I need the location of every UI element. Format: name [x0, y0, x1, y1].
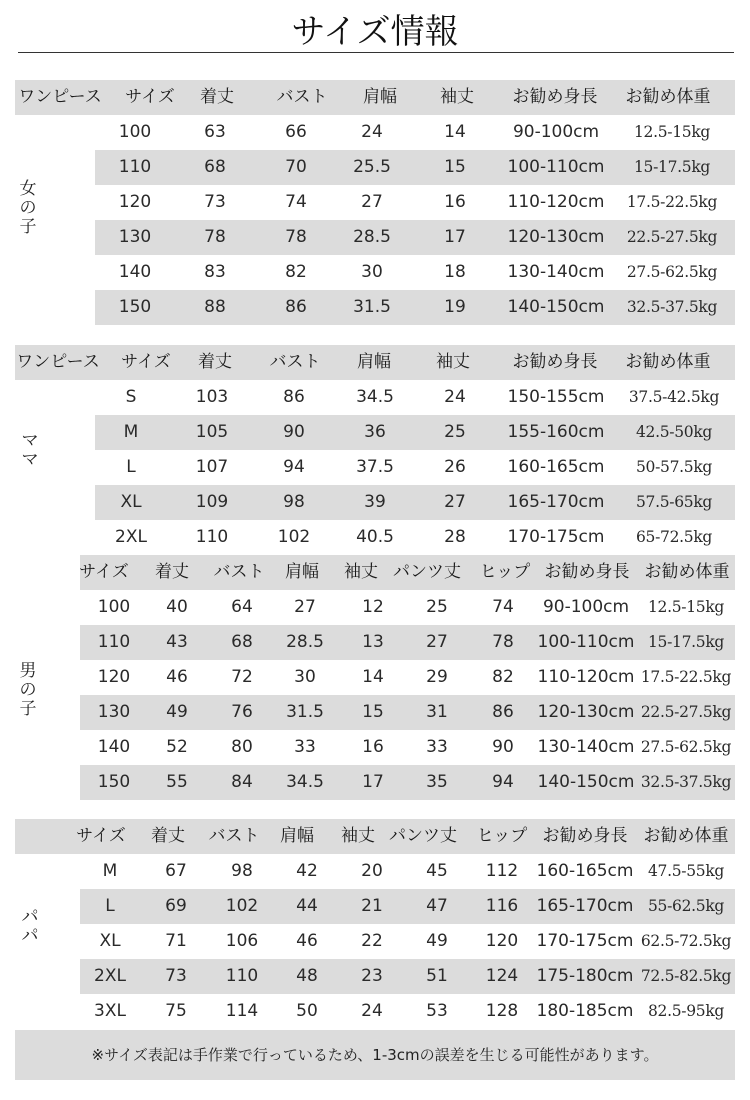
table-cell: L — [105, 896, 115, 916]
table-cell: 74 — [285, 192, 307, 212]
column-header: パンツ丈 — [389, 826, 457, 846]
table-cell: 120 — [485, 931, 519, 951]
girls-group-label: 女の子 — [19, 179, 37, 237]
table-row — [80, 730, 735, 765]
table-cell: 110-120cm — [507, 192, 605, 212]
table-cell: 34.5 — [286, 772, 324, 792]
table-cell: 78 — [285, 227, 307, 247]
table-cell: 62.5-72.5kg — [640, 932, 732, 950]
table-cell: 44 — [296, 896, 318, 916]
column-header: お勧め体重 — [625, 87, 711, 107]
table-cell: 86 — [285, 297, 307, 317]
table-cell: 128 — [485, 1001, 519, 1021]
table-cell: 83 — [204, 262, 226, 282]
table-cell: 100 — [97, 597, 131, 617]
table-cell: 31.5 — [286, 702, 324, 722]
table-row — [80, 994, 735, 1029]
table-cell: M — [102, 861, 118, 881]
table-cell: 50-57.5kg — [635, 458, 713, 476]
table-row — [95, 255, 735, 290]
table-cell: 100-110cm — [507, 157, 605, 177]
table-row — [95, 220, 735, 255]
table-row — [80, 924, 735, 959]
table-cell: 32.5-37.5kg — [640, 773, 732, 791]
boys-group-label: 男の子 — [19, 661, 37, 719]
table-row — [95, 485, 735, 520]
table-cell: 150 — [97, 772, 131, 792]
table-cell: 15-17.5kg — [633, 158, 711, 176]
column-header: 袖丈 — [344, 562, 378, 582]
table-row — [80, 959, 735, 994]
table-cell: XL — [120, 492, 142, 512]
table-cell: 150 — [118, 297, 152, 317]
table-cell: 98 — [231, 861, 253, 881]
table-cell: 82 — [492, 667, 514, 687]
column-header: サイズ — [121, 352, 171, 372]
table-cell: 175-180cm — [536, 966, 634, 986]
table-cell: 67 — [165, 861, 187, 881]
table-cell: 27.5-62.5kg — [626, 263, 718, 281]
column-header: サイズ — [79, 562, 129, 582]
table-cell: 33 — [426, 737, 448, 757]
table-cell: 29 — [426, 667, 448, 687]
table-cell: 71 — [165, 931, 187, 951]
table-cell: L — [126, 457, 136, 477]
table-cell: 42 — [296, 861, 318, 881]
table-cell: 17 — [444, 227, 466, 247]
column-header: 着丈 — [200, 87, 234, 107]
table-cell: 82 — [285, 262, 307, 282]
table-cell: 86 — [492, 702, 514, 722]
table-cell: 66 — [285, 122, 307, 142]
table-cell: 15-17.5kg — [647, 633, 725, 651]
papa-size-table — [0, 819, 750, 1029]
table-cell: 3XL — [94, 1001, 126, 1021]
table-cell: 80 — [231, 737, 253, 757]
table-cell: 72 — [231, 667, 253, 687]
table-cell: 45 — [426, 861, 448, 881]
boys-size-table — [0, 555, 750, 800]
title-divider — [18, 52, 734, 53]
table-cell: 140 — [118, 262, 152, 282]
table-cell: 30 — [294, 667, 316, 687]
column-header: ヒップ — [476, 826, 528, 846]
table-cell: 27.5-62.5kg — [640, 738, 732, 756]
table-cell: 120-130cm — [507, 227, 605, 247]
column-header: 袖丈 — [341, 826, 375, 846]
table-cell: 160-165cm — [536, 861, 634, 881]
column-header: バスト — [208, 826, 260, 846]
table-cell: 165-170cm — [536, 896, 634, 916]
table-cell: 150-155cm — [507, 387, 605, 407]
table-cell: 40.5 — [356, 527, 394, 547]
table-cell: 86 — [283, 387, 305, 407]
mama-header-row — [15, 345, 735, 380]
table-row — [80, 590, 735, 625]
table-cell: 110 — [195, 527, 229, 547]
table-cell: 88 — [204, 297, 226, 317]
table-cell: 55-62.5kg — [647, 897, 725, 915]
table-cell: 107 — [195, 457, 229, 477]
table-cell: 63 — [204, 122, 226, 142]
table-cell: 110 — [118, 157, 152, 177]
table-cell: 14 — [362, 667, 384, 687]
table-cell: 84 — [231, 772, 253, 792]
table-cell: XL — [99, 931, 121, 951]
mama-size-table — [0, 345, 750, 555]
table-cell: M — [123, 422, 139, 442]
column-header: 袖丈 — [436, 352, 470, 372]
column-header: 肩幅 — [280, 826, 314, 846]
column-header: 袖丈 — [440, 87, 474, 107]
column-header: 肩幅 — [285, 562, 319, 582]
table-cell: 37.5-42.5kg — [628, 388, 720, 406]
column-header: サイズ — [76, 826, 126, 846]
column-header: ワンピース — [16, 352, 100, 372]
table-cell: 170-175cm — [536, 931, 634, 951]
table-cell: 24 — [361, 1001, 383, 1021]
table-cell: 73 — [165, 966, 187, 986]
table-cell: 12.5-15kg — [647, 598, 725, 616]
table-cell: 18 — [444, 262, 466, 282]
table-cell: 34.5 — [356, 387, 394, 407]
table-cell: 35 — [426, 772, 448, 792]
table-cell: 12.5-15kg — [633, 123, 711, 141]
table-row — [95, 185, 735, 220]
table-cell: 27 — [444, 492, 466, 512]
table-cell: 102 — [225, 896, 259, 916]
table-cell: 140-150cm — [507, 297, 605, 317]
girls-header-row — [15, 80, 735, 115]
column-header: お勧め身長 — [542, 826, 628, 846]
table-row — [95, 115, 735, 150]
table-cell: 37.5 — [356, 457, 394, 477]
column-header: お勧め身長 — [512, 352, 598, 372]
table-cell: 130-140cm — [537, 737, 635, 757]
column-header: お勧め体重 — [625, 352, 711, 372]
table-cell: 109 — [195, 492, 229, 512]
table-cell: 112 — [485, 861, 519, 881]
table-cell: 49 — [426, 931, 448, 951]
table-cell: 76 — [231, 702, 253, 722]
table-cell: 94 — [283, 457, 305, 477]
table-cell: 102 — [277, 527, 311, 547]
papa-group-label: パパ — [21, 907, 39, 946]
table-cell: 74 — [492, 597, 514, 617]
table-cell: 72.5-82.5kg — [640, 967, 732, 985]
table-cell: 12 — [362, 597, 384, 617]
table-cell: 94 — [492, 772, 514, 792]
table-cell: 90-100cm — [542, 597, 630, 617]
table-cell: 36 — [364, 422, 386, 442]
table-cell: 69 — [165, 896, 187, 916]
table-cell: 26 — [444, 457, 466, 477]
table-row — [95, 415, 735, 450]
column-header: お勧め身長 — [512, 87, 598, 107]
table-cell: 15 — [362, 702, 384, 722]
table-cell: 57.5-65kg — [635, 493, 713, 511]
table-cell: S — [125, 387, 137, 407]
table-cell: 90-100cm — [512, 122, 600, 142]
column-header: 着丈 — [155, 562, 189, 582]
page-title: サイズ情報 — [291, 12, 459, 52]
table-cell: 105 — [195, 422, 229, 442]
table-cell: 49 — [166, 702, 188, 722]
table-cell: 25 — [426, 597, 448, 617]
table-cell: 55 — [166, 772, 188, 792]
table-cell: 2XL — [115, 527, 147, 547]
table-cell: 28 — [444, 527, 466, 547]
table-cell: 70 — [285, 157, 307, 177]
table-cell: 130 — [118, 227, 152, 247]
table-cell: 22.5-27.5kg — [640, 703, 732, 721]
table-cell: 73 — [204, 192, 226, 212]
table-cell: 25.5 — [353, 157, 391, 177]
table-row — [80, 625, 735, 660]
table-cell: 140 — [97, 737, 131, 757]
table-cell: 19 — [444, 297, 466, 317]
table-cell: 47.5-55kg — [647, 862, 725, 880]
table-cell: 47 — [426, 896, 448, 916]
table-row — [80, 854, 735, 889]
table-row — [95, 450, 735, 485]
column-header: ワンピース — [18, 87, 102, 107]
table-cell: 82.5-95kg — [647, 1002, 725, 1020]
table-cell: 22.5-27.5kg — [626, 228, 718, 246]
table-cell: 160-165cm — [507, 457, 605, 477]
table-cell: 17 — [362, 772, 384, 792]
table-cell: 68 — [231, 632, 253, 652]
table-cell: 20 — [361, 861, 383, 881]
table-cell: 30 — [361, 262, 383, 282]
column-header: バスト — [269, 352, 321, 372]
table-cell: 155-160cm — [507, 422, 605, 442]
column-header: 肩幅 — [363, 87, 397, 107]
table-cell: 43 — [166, 632, 188, 652]
column-header: お勧め体重 — [643, 826, 729, 846]
papa-header-row — [15, 819, 735, 854]
table-cell: 90 — [283, 422, 305, 442]
column-header: 肩幅 — [357, 352, 391, 372]
table-cell: 15 — [444, 157, 466, 177]
table-cell: 130 — [97, 702, 131, 722]
table-cell: 68 — [204, 157, 226, 177]
table-cell: 106 — [225, 931, 259, 951]
table-cell: 52 — [166, 737, 188, 757]
column-header: 着丈 — [151, 826, 185, 846]
table-cell: 50 — [296, 1001, 318, 1021]
table-cell: 64 — [231, 597, 253, 617]
table-cell: 78 — [204, 227, 226, 247]
table-cell: 16 — [444, 192, 466, 212]
table-cell: 100 — [118, 122, 152, 142]
column-header: バスト — [276, 87, 328, 107]
table-cell: 170-175cm — [507, 527, 605, 547]
table-cell: 28.5 — [353, 227, 391, 247]
table-cell: 28.5 — [286, 632, 324, 652]
table-cell: 116 — [485, 896, 519, 916]
table-cell: 46 — [166, 667, 188, 687]
table-cell: 31.5 — [353, 297, 391, 317]
table-row — [80, 695, 735, 730]
table-cell: 17.5-22.5kg — [640, 668, 732, 686]
table-cell: 120 — [118, 192, 152, 212]
table-cell: 124 — [485, 966, 519, 986]
table-cell: 16 — [362, 737, 384, 757]
table-cell: 27 — [294, 597, 316, 617]
column-header: パンツ丈 — [393, 562, 461, 582]
table-cell: 27 — [426, 632, 448, 652]
table-cell: 110-120cm — [537, 667, 635, 687]
table-cell: 14 — [444, 122, 466, 142]
column-header: サイズ — [125, 87, 175, 107]
table-row — [80, 660, 735, 695]
table-cell: 24 — [444, 387, 466, 407]
mama-group-label: ママ — [21, 431, 39, 470]
table-cell: 75 — [165, 1001, 187, 1021]
column-header: ヒップ — [479, 562, 531, 582]
table-cell: 17.5-22.5kg — [626, 193, 718, 211]
table-cell: 53 — [426, 1001, 448, 1021]
girls-size-table — [0, 80, 750, 325]
table-cell: 103 — [195, 387, 229, 407]
table-cell: 114 — [225, 1001, 259, 1021]
table-cell: 21 — [361, 896, 383, 916]
table-cell: 130-140cm — [507, 262, 605, 282]
table-cell: 120 — [97, 667, 131, 687]
table-cell: 120-130cm — [537, 702, 635, 722]
table-cell: 32.5-37.5kg — [626, 298, 718, 316]
table-cell: 165-170cm — [507, 492, 605, 512]
table-cell: 24 — [361, 122, 383, 142]
table-cell: 22 — [361, 931, 383, 951]
table-row — [80, 889, 735, 924]
table-cell: 31 — [426, 702, 448, 722]
table-cell: 110 — [225, 966, 259, 986]
table-cell: 40 — [166, 597, 188, 617]
boys-header-row — [80, 555, 735, 590]
table-cell: 110 — [97, 632, 131, 652]
table-cell: 51 — [426, 966, 448, 986]
table-cell: 100-110cm — [537, 632, 635, 652]
size-note: ※サイズ表記は手作業で行っているため、1-3cmの誤差を生じる可能性があります。 — [15, 1030, 735, 1080]
table-row — [95, 520, 735, 555]
table-row — [95, 380, 735, 415]
table-row — [95, 290, 735, 325]
table-cell: 13 — [362, 632, 384, 652]
table-row — [80, 765, 735, 800]
table-cell: 23 — [361, 966, 383, 986]
table-cell: 33 — [294, 737, 316, 757]
column-header: お勧め体重 — [644, 562, 730, 582]
column-header: お勧め身長 — [544, 562, 630, 582]
column-header: 着丈 — [198, 352, 232, 372]
table-row — [95, 150, 735, 185]
table-cell: 27 — [361, 192, 383, 212]
table-cell: 42.5-50kg — [635, 423, 713, 441]
column-header: バスト — [213, 562, 265, 582]
table-cell: 90 — [492, 737, 514, 757]
table-cell: 48 — [296, 966, 318, 986]
table-cell: 180-185cm — [536, 1001, 634, 1021]
table-cell: 78 — [492, 632, 514, 652]
table-cell: 46 — [296, 931, 318, 951]
table-cell: 65-72.5kg — [635, 528, 713, 546]
table-cell: 98 — [283, 492, 305, 512]
table-cell: 2XL — [94, 966, 126, 986]
table-cell: 140-150cm — [537, 772, 635, 792]
table-cell: 25 — [444, 422, 466, 442]
table-cell: 39 — [364, 492, 386, 512]
